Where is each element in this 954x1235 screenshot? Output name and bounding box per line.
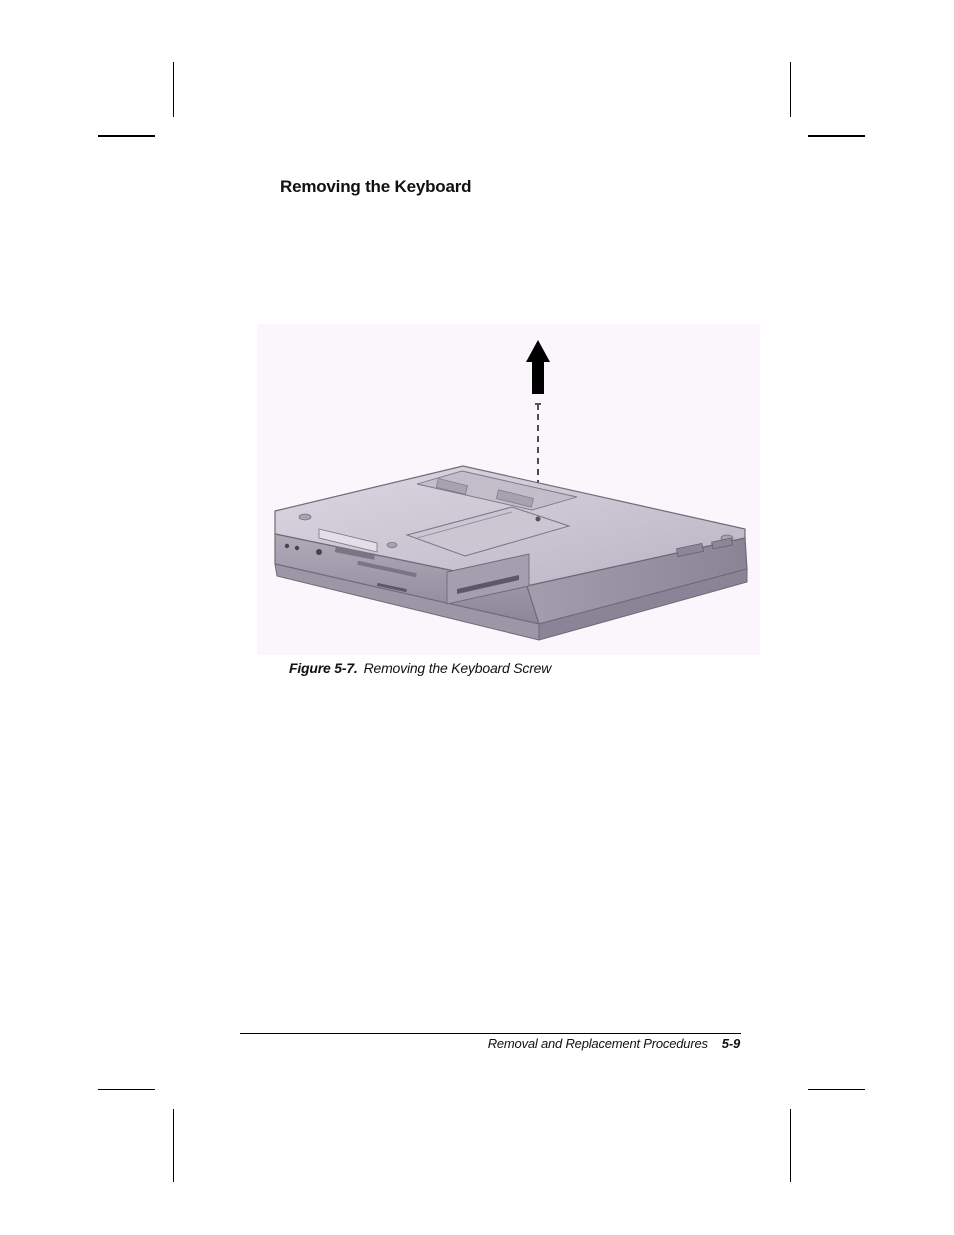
figure-caption-text: Removing the Keyboard Screw xyxy=(363,660,552,676)
crop-mark-top-right-vertical xyxy=(790,62,791,117)
figure-illustration xyxy=(257,324,760,655)
page-number: 5-9 xyxy=(721,1036,740,1051)
figure-label: Figure 5-7. xyxy=(289,660,358,676)
crop-mark-bottom-left-horizontal xyxy=(98,1089,155,1090)
crop-mark-bottom-left-vertical xyxy=(173,1109,174,1182)
footer-rule xyxy=(240,1033,741,1034)
notebook-bottom-view-drawing xyxy=(257,324,760,655)
crop-mark-top-right-horizontal xyxy=(808,135,865,137)
crop-mark-bottom-right-vertical xyxy=(790,1109,791,1182)
crop-mark-bottom-right-horizontal xyxy=(808,1089,865,1090)
crop-mark-top-left-vertical xyxy=(173,62,174,117)
footer-chapter-title: Removal and Replacement Procedures xyxy=(487,1036,708,1051)
section-heading: Removing the Keyboard xyxy=(280,177,472,196)
crop-mark-top-left-horizontal xyxy=(98,135,155,137)
figure-caption xyxy=(289,660,551,676)
page-footer xyxy=(488,1036,740,1051)
